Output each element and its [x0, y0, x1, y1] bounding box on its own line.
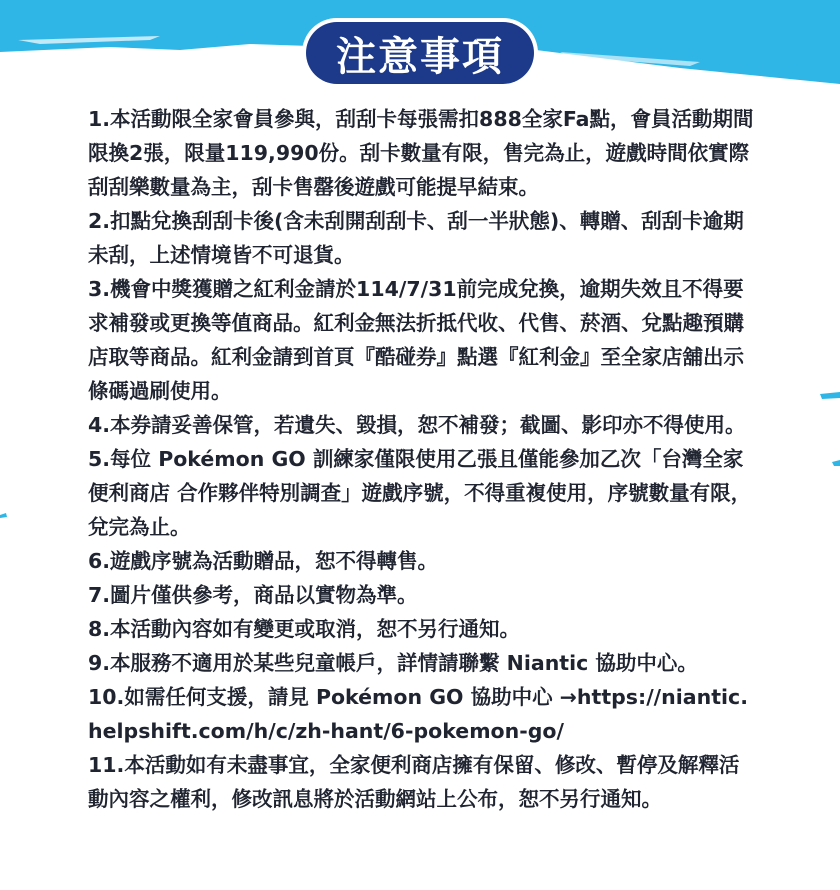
notice-item-6: 6.遊戲序號為活動贈品，恕不得轉售。 [88, 549, 439, 573]
notice-item-10: 10.如需任何支援，請見 Pokémon GO 協助中心 →https://niantic.helpshift.com/h/c/zh-hant/6-pokemon-go/ [88, 685, 748, 743]
notice-item-9: 9.本服務不適用於某些兒童帳戶，詳情請聯繫 Niantic 協助中心。 [88, 651, 698, 675]
notice-title: 注意事項 [336, 33, 504, 80]
notice-item-8: 8.本活動內容如有變更或取消，恕不另行通知。 [88, 617, 521, 641]
notice-item-11: 11.本活動如有未盡事宜，全家便利商店擁有保留、修改、暫停及解釋活動內容之權利，修改訊息將於活動網站上公布，恕不另行通知。 [88, 753, 740, 811]
notice-title-badge [306, 22, 534, 84]
notice-item-7: 7.圖片僅供參考，商品以實物為準。 [88, 583, 418, 607]
notice-item-1: 1.本活動限全家會員參與，刮刮卡每張需扣888全家Fa點，會員活動期間限換2張，限量119,990份。刮卡數量有限，售完為止，遊戲時間依實際刮刮樂數量為主，刮卡售罄後遊戲可能提早結束。 [88, 107, 754, 199]
notice-item-5: 5.每位 Pokémon GO 訓練家僅限使用乙張且僅能參加乙次「台灣全家便利商店 合作夥伴特別調查」遊戲序號，不得重複使用，序號數量有限，兌完為止。 [88, 447, 752, 539]
notice-item-2: 2.扣點兌換刮刮卡後(含未刮開刮刮卡、刮一半狀態)、轉贈、刮刮卡逾期未刮，上述情境皆不可退貨。 [88, 209, 744, 267]
notice-item-4: 4.本券請妥善保管，若遺失、毀損，恕不補發；截圖、影印亦不得使用。 [88, 413, 746, 437]
notice-list [88, 102, 758, 816]
notice-item-3: 3.機會中獎獲贈之紅利金請於114/7/31前完成兌換，逾期失效且不得要求補發或更換等值商品。紅利金無法折抵代收、代售、菸酒、兌點趣預購店取等商品。紅利金請到首頁『酷碰券』點選『紅利金』至全家店舖出示條碼過刷使用。 [88, 277, 744, 403]
